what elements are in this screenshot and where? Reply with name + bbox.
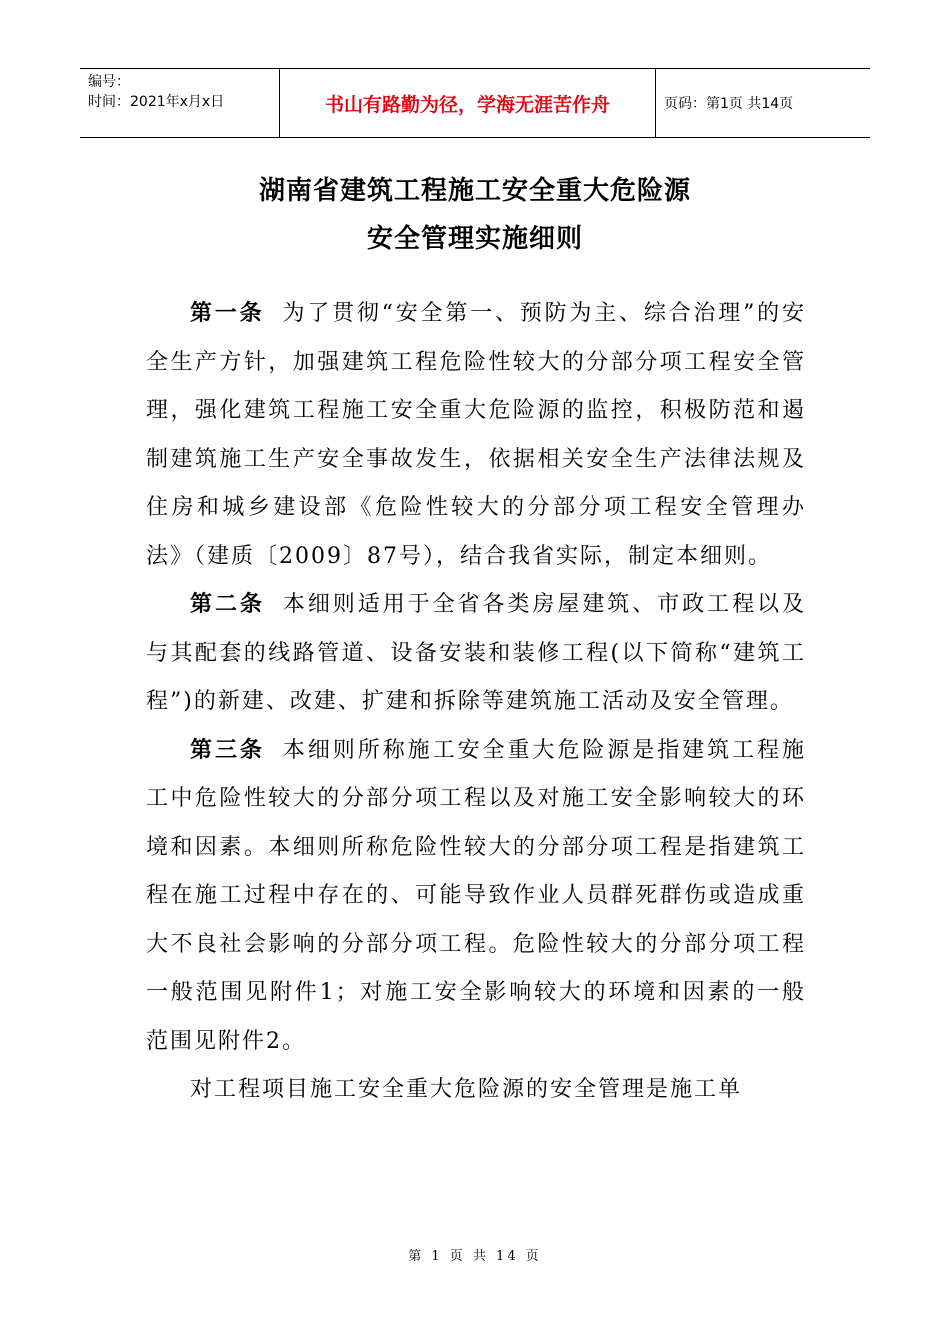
article-2 bbox=[146, 581, 806, 727]
document-body bbox=[146, 290, 806, 1115]
article-1-heading: 第一条 bbox=[190, 301, 265, 326]
article-2-text: 本细则适用于全省各类房屋建筑、市政工程以及与其配套的线路管道、设备安装和装修工程(以下简称“建筑工程”)的新建、改建、扩建和拆除等建筑施工活动及安全管理。 bbox=[146, 592, 806, 714]
document-header bbox=[80, 68, 870, 138]
article-3-heading: 第三条 bbox=[190, 737, 265, 763]
article-1-text: 为了贯彻“安全第一、预防为主、综合治理”的安全生产方针，加强建筑工程危险性较大的分部分项工程安全管理，强化建筑工程施工安全重大危险源的监控，积极防范和遏制建筑施工生产安全事故发生，依据相关安全生产法律法规及住房和城乡建设部《危险性较大的分部分项工程安全管理办法》（建质〔2009〕87号），结合我省实际，制定本细则。 bbox=[146, 301, 806, 569]
document-title-line1: 湖南省建筑工程施工安全重大危险源 bbox=[258, 176, 691, 206]
header-page-info: 页码：第1页 共14页 bbox=[664, 96, 794, 112]
page-footer: 第 1 页 共 14 页 bbox=[408, 1249, 542, 1264]
article-1 bbox=[146, 290, 806, 581]
number-label: 编号： bbox=[88, 74, 130, 90]
time-label: 时间：2021年x月x日 bbox=[88, 94, 225, 110]
final-paragraph: 对工程项目施工安全重大危险源的安全管理是施工单 bbox=[190, 1077, 743, 1102]
header-motto: 书山有路勤为径，学海无涯苦作舟 bbox=[280, 69, 656, 137]
article-3-text: 本细则所称施工安全重大危险源是指建筑工程施工中危险性较大的分部分项工程以及对施工安全影响较大的环境和因素。本细则所称危险性较大的分部分项工程是指建筑工程在施工过程中存在的、可能导致作业人员群死群伤或造成重大不良社会影响的分部分项工程。危险性较大的分部分项工程一般范围见附件1；对施工安全影响较大的环境和因素的一般范围见附件2。 bbox=[146, 737, 806, 1054]
article-3 bbox=[146, 727, 806, 1067]
header-meta bbox=[80, 69, 280, 137]
document-title-line2: 安全管理实施细则 bbox=[366, 224, 583, 254]
article-2-heading: 第二条 bbox=[190, 592, 265, 617]
